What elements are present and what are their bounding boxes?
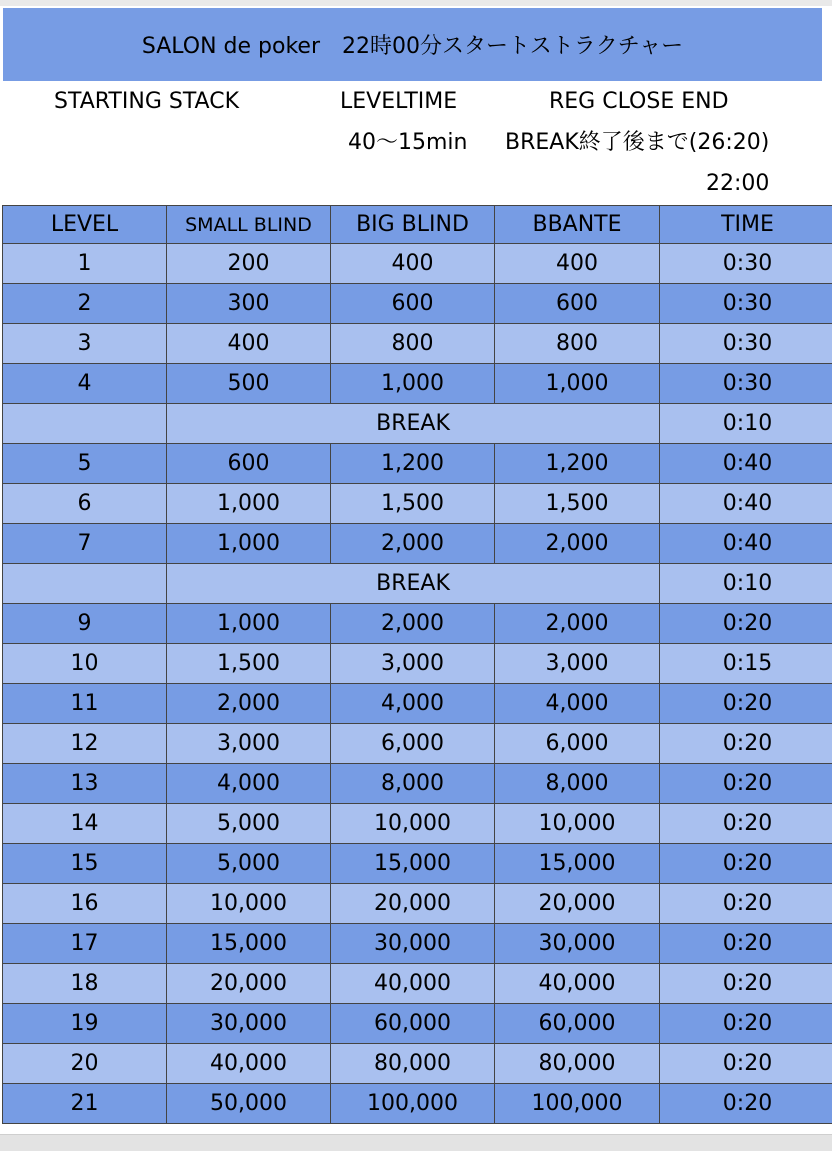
small-blind-cell: 4,000 [167, 764, 331, 804]
big-blind-cell: 600 [331, 284, 495, 324]
table-row [3, 964, 832, 1004]
small-blind-cell: 5,000 [167, 844, 331, 884]
bbante-cell: 1,200 [495, 444, 660, 484]
small-blind-cell: 200 [167, 244, 331, 284]
time-cell: 0:20 [660, 764, 832, 804]
big-blind-cell: 2,000 [331, 604, 495, 644]
column-header-big-blind: BIG BLIND [331, 206, 495, 244]
big-blind-cell: 1,000 [331, 364, 495, 404]
table-row [3, 764, 832, 804]
big-blind-cell: 100,000 [331, 1084, 495, 1124]
blind-structure-table [2, 205, 832, 1124]
table-row [3, 484, 832, 524]
level-cell: 5 [3, 444, 167, 484]
small-blind-cell: 600 [167, 444, 331, 484]
table-body [3, 244, 832, 1124]
small-blind-cell: 20,000 [167, 964, 331, 1004]
leveltime-label: LEVELTIME [340, 89, 458, 114]
reg-close-label: REG CLOSE END [549, 89, 729, 114]
small-blind-cell: 15,000 [167, 924, 331, 964]
level-cell: 6 [3, 484, 167, 524]
level-cell: 21 [3, 1084, 167, 1124]
column-header-small-blind: SMALL BLIND [167, 206, 331, 244]
table-row [3, 1084, 832, 1124]
time-cell: 0:15 [660, 644, 832, 684]
level-cell: 20 [3, 1044, 167, 1084]
break-label: BREAK [167, 564, 660, 604]
small-blind-cell: 3,000 [167, 724, 331, 764]
small-blind-cell: 50,000 [167, 1084, 331, 1124]
time-cell: 0:20 [660, 804, 832, 844]
big-blind-cell: 60,000 [331, 1004, 495, 1044]
time-cell: 0:20 [660, 964, 832, 1004]
small-blind-cell: 1,000 [167, 604, 331, 644]
column-header-level: LEVEL [3, 206, 167, 244]
big-blind-cell: 1,500 [331, 484, 495, 524]
bbante-cell: 10,000 [495, 804, 660, 844]
level-cell: 16 [3, 884, 167, 924]
level-cell: 14 [3, 804, 167, 844]
table-row [3, 1044, 832, 1084]
table-row [3, 524, 832, 564]
small-blind-cell: 1,000 [167, 484, 331, 524]
time-cell: 0:40 [660, 484, 832, 524]
start-time: 22:00 [706, 171, 770, 196]
break-level-cell [3, 564, 167, 604]
bbante-cell: 20,000 [495, 884, 660, 924]
table-row [3, 244, 832, 284]
column-header-time: TIME [660, 206, 832, 244]
bbante-cell: 1,000 [495, 364, 660, 404]
time-cell: 0:10 [660, 404, 832, 444]
small-blind-cell: 1,500 [167, 644, 331, 684]
bbante-cell: 80,000 [495, 1044, 660, 1084]
bbante-cell: 3,000 [495, 644, 660, 684]
small-blind-cell: 400 [167, 324, 331, 364]
top-edge [0, 0, 832, 6]
level-cell: 11 [3, 684, 167, 724]
small-blind-cell: 10,000 [167, 884, 331, 924]
table-header-row [3, 206, 832, 244]
bottom-scrollbar[interactable] [0, 1134, 832, 1151]
time-cell: 0:20 [660, 844, 832, 884]
bbante-cell: 2,000 [495, 604, 660, 644]
table-row [3, 604, 832, 644]
bbante-cell: 6,000 [495, 724, 660, 764]
table-row [3, 1004, 832, 1044]
bbante-cell: 1,500 [495, 484, 660, 524]
time-cell: 0:40 [660, 524, 832, 564]
time-cell: 0:20 [660, 1084, 832, 1124]
bbante-cell: 60,000 [495, 1004, 660, 1044]
bbante-cell: 800 [495, 324, 660, 364]
bbante-cell: 2,000 [495, 524, 660, 564]
bbante-cell: 600 [495, 284, 660, 324]
table-row [3, 644, 832, 684]
table-row [3, 804, 832, 844]
table-row [3, 444, 832, 484]
bbante-cell: 100,000 [495, 1084, 660, 1124]
level-cell: 4 [3, 364, 167, 404]
level-cell: 7 [3, 524, 167, 564]
table-row [3, 884, 832, 924]
starting-stack-label: STARTING STACK [54, 89, 240, 114]
break-level-cell [3, 404, 167, 444]
big-blind-cell: 80,000 [331, 1044, 495, 1084]
table-row [3, 844, 832, 884]
small-blind-cell: 500 [167, 364, 331, 404]
bbante-cell: 40,000 [495, 964, 660, 1004]
time-cell: 0:30 [660, 324, 832, 364]
reg-close-value: BREAK終了後まで(26:20) [505, 130, 770, 155]
level-cell: 12 [3, 724, 167, 764]
big-blind-cell: 20,000 [331, 884, 495, 924]
bbante-cell: 4,000 [495, 684, 660, 724]
small-blind-cell: 1,000 [167, 524, 331, 564]
time-cell: 0:20 [660, 604, 832, 644]
big-blind-cell: 10,000 [331, 804, 495, 844]
bbante-cell: 15,000 [495, 844, 660, 884]
break-row [3, 564, 832, 604]
big-blind-cell: 8,000 [331, 764, 495, 804]
level-cell: 19 [3, 1004, 167, 1044]
time-cell: 0:30 [660, 244, 832, 284]
time-cell: 0:20 [660, 884, 832, 924]
leveltime-value: 40～15min [348, 130, 468, 155]
level-cell: 9 [3, 604, 167, 644]
big-blind-cell: 3,000 [331, 644, 495, 684]
table-row [3, 284, 832, 324]
big-blind-cell: 800 [331, 324, 495, 364]
break-label: BREAK [167, 404, 660, 444]
table-row [3, 324, 832, 364]
small-blind-cell: 2,000 [167, 684, 331, 724]
big-blind-cell: 400 [331, 244, 495, 284]
bbante-cell: 30,000 [495, 924, 660, 964]
time-cell: 0:30 [660, 284, 832, 324]
big-blind-cell: 1,200 [331, 444, 495, 484]
table-row [3, 724, 832, 764]
bbante-cell: 8,000 [495, 764, 660, 804]
title-bar [3, 8, 822, 81]
small-blind-cell: 40,000 [167, 1044, 331, 1084]
table-row [3, 364, 832, 404]
time-cell: 0:20 [660, 924, 832, 964]
time-cell: 0:20 [660, 1004, 832, 1044]
level-cell: 3 [3, 324, 167, 364]
big-blind-cell: 15,000 [331, 844, 495, 884]
column-header-bbante: BBANTE [495, 206, 660, 244]
level-cell: 15 [3, 844, 167, 884]
level-cell: 18 [3, 964, 167, 1004]
small-blind-cell: 5,000 [167, 804, 331, 844]
time-cell: 0:20 [660, 1044, 832, 1084]
table-row [3, 684, 832, 724]
big-blind-cell: 30,000 [331, 924, 495, 964]
bbante-cell: 400 [495, 244, 660, 284]
table-row [3, 924, 832, 964]
time-cell: 0:10 [660, 564, 832, 604]
time-cell: 0:20 [660, 684, 832, 724]
level-cell: 1 [3, 244, 167, 284]
level-cell: 10 [3, 644, 167, 684]
time-cell: 0:30 [660, 364, 832, 404]
level-cell: 13 [3, 764, 167, 804]
break-row [3, 404, 832, 444]
big-blind-cell: 4,000 [331, 684, 495, 724]
big-blind-cell: 2,000 [331, 524, 495, 564]
time-cell: 0:20 [660, 724, 832, 764]
level-cell: 2 [3, 284, 167, 324]
small-blind-cell: 30,000 [167, 1004, 331, 1044]
level-cell: 17 [3, 924, 167, 964]
big-blind-cell: 6,000 [331, 724, 495, 764]
page-title: SALON de poker 22時00分スタートストラクチャー [141, 34, 684, 59]
small-blind-cell: 300 [167, 284, 331, 324]
time-cell: 0:40 [660, 444, 832, 484]
big-blind-cell: 40,000 [331, 964, 495, 1004]
